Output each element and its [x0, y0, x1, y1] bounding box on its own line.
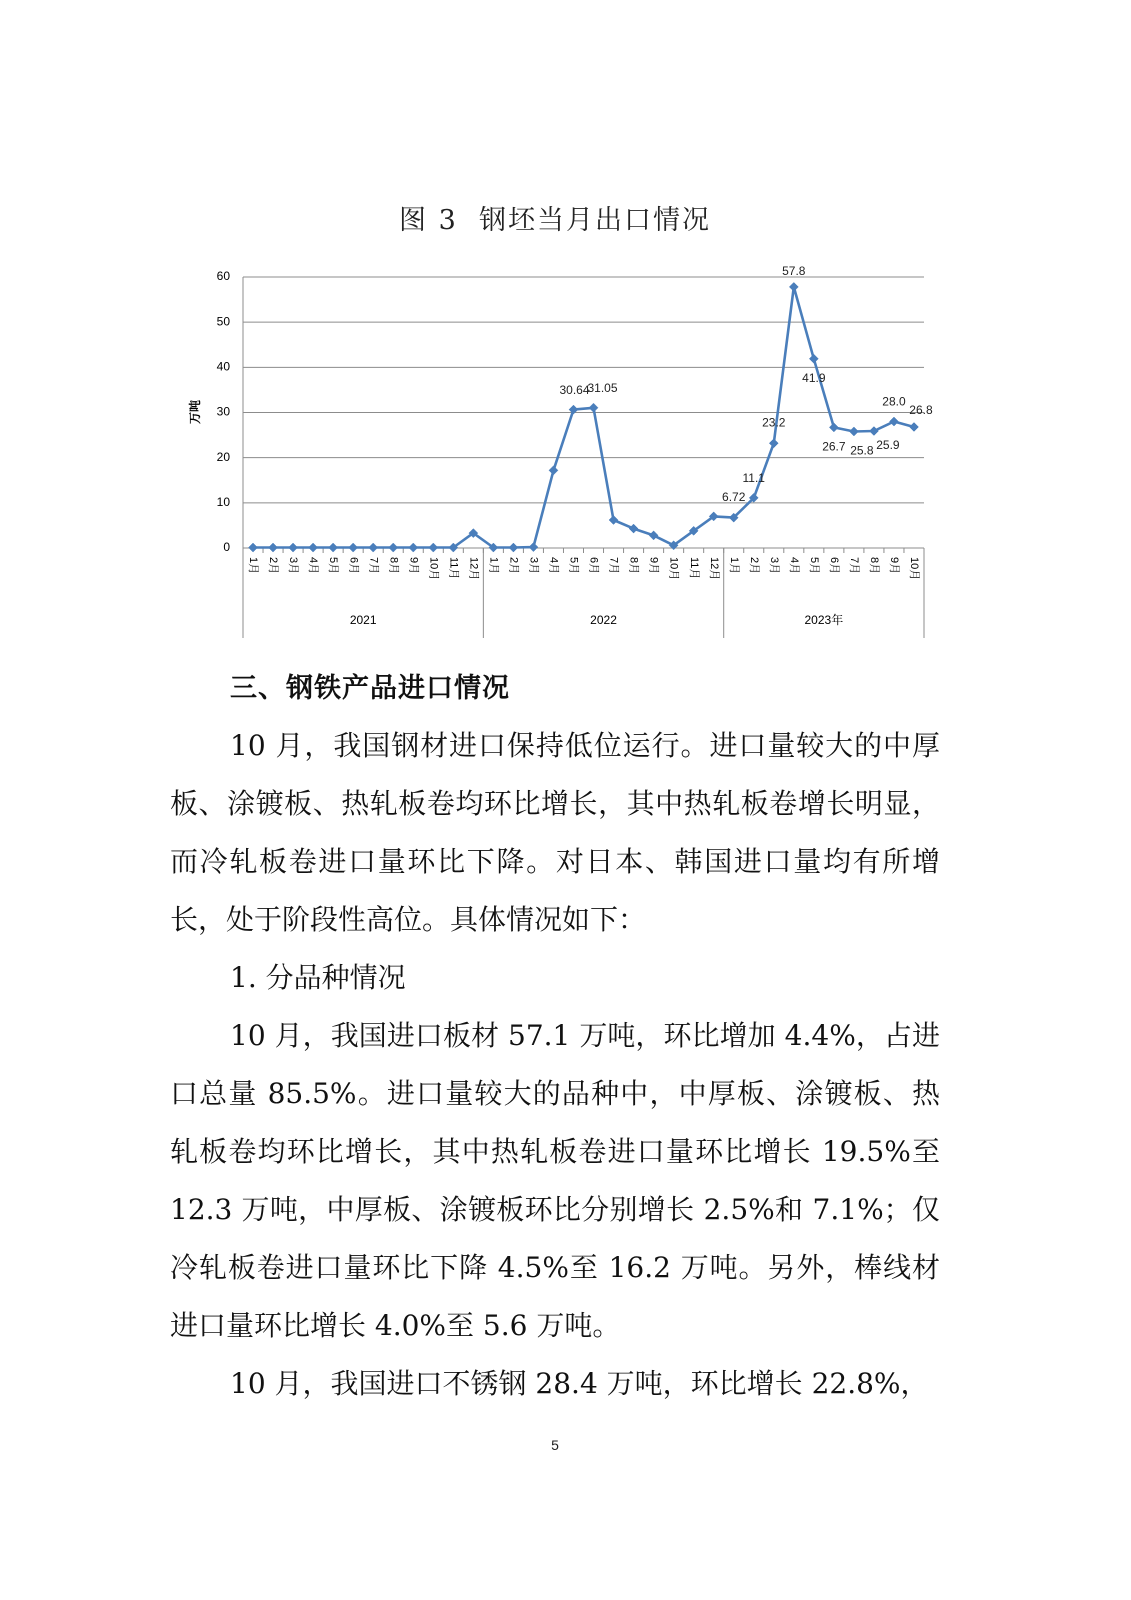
data-point	[269, 543, 278, 552]
x-tick-label: 4月	[787, 557, 800, 575]
data-point	[809, 354, 818, 363]
y-axis-label: 万吨	[188, 399, 203, 425]
data-point	[289, 543, 298, 552]
data-point	[409, 543, 418, 552]
data-label: 41.9	[802, 370, 826, 385]
y-tick-label: 40	[216, 359, 230, 374]
x-tick-label: 12月	[707, 557, 720, 581]
x-tick-label: 3月	[767, 557, 780, 575]
x-tick-label: 8月	[868, 557, 881, 575]
x-tick-label: 4月	[307, 557, 320, 575]
x-tick-label: 8月	[387, 557, 400, 575]
x-tick-label: 1月	[247, 557, 260, 575]
x-tick-label: 7月	[607, 557, 620, 575]
data-point	[589, 403, 598, 412]
data-point	[849, 427, 858, 436]
data-label: 26.7	[822, 439, 846, 454]
y-tick-label: 60	[216, 269, 230, 284]
x-tick-label: 5月	[807, 557, 820, 575]
figure-caption: 图 3 钢坯当月出口情况	[399, 205, 711, 236]
subsection-heading: 1. 分品种情况	[230, 961, 406, 994]
x-tick-label: 1月	[727, 557, 740, 575]
data-point	[629, 524, 638, 533]
data-point	[389, 543, 398, 552]
y-tick-label: 30	[216, 404, 230, 419]
paragraph-line: 冷轧板卷进口量环比下降 4.5%至 16.2 万吨。另外，棒线材	[170, 1251, 940, 1284]
data-label: 11.1	[742, 471, 765, 486]
data-point	[249, 543, 258, 552]
data-label: 30.64	[559, 382, 590, 397]
data-point	[609, 515, 618, 524]
x-group-label: 2021	[349, 613, 377, 628]
x-tick-label: 10月	[667, 557, 680, 581]
y-tick-label: 20	[216, 449, 230, 464]
paragraph-line: 进口量环比增长 4.0%至 5.6 万吨。	[170, 1309, 621, 1342]
x-tick-label: 7月	[367, 557, 380, 575]
data-point	[649, 531, 658, 540]
x-group-label: 2023年	[804, 613, 844, 628]
data-point	[769, 439, 778, 448]
paragraph-line: 10 月，我国钢材进口保持低位运行。进口量较大的中厚	[230, 729, 940, 762]
data-label: 25.8	[850, 443, 874, 458]
data-point	[829, 423, 838, 432]
x-tick-label: 10月	[908, 557, 921, 581]
steel-billet-export-chart	[0, 250, 1131, 650]
data-point	[529, 543, 538, 552]
data-label: 57.8	[782, 264, 806, 279]
x-tick-label: 2月	[747, 557, 760, 575]
page-number: 5	[551, 1437, 559, 1453]
data-label: 6.72	[722, 489, 746, 504]
paragraph-line: 10 月，我国进口板材 57.1 万吨，环比增加 4.4%，占进	[230, 1019, 940, 1052]
section-heading: 三、钢铁产品进口情况	[230, 673, 510, 703]
data-point	[369, 543, 378, 552]
x-tick-label: 9月	[647, 557, 660, 575]
data-label: 23.2	[762, 415, 786, 430]
paragraph-line: 板、涂镀板、热轧板卷均环比增长，其中热轧板卷增长明显，	[170, 787, 940, 820]
x-tick-label: 11月	[687, 557, 700, 580]
x-tick-label: 2月	[267, 557, 280, 575]
x-tick-label: 5月	[567, 557, 580, 575]
x-tick-label: 10月	[427, 557, 440, 581]
document-body	[170, 659, 940, 1413]
paragraph-line: 12.3 万吨，中厚板、涂镀板环比分别增长 2.5%和 7.1%；仅	[170, 1193, 940, 1226]
data-point	[509, 543, 518, 552]
x-group-label: 2022	[590, 613, 617, 628]
x-tick-label: 2月	[507, 557, 520, 575]
x-tick-label: 3月	[527, 557, 540, 575]
data-point	[329, 543, 338, 552]
x-tick-label: 6月	[587, 557, 600, 575]
data-point	[909, 422, 918, 431]
data-label: 26.8	[909, 403, 933, 418]
data-label: 28.0	[882, 394, 906, 409]
data-point	[869, 427, 878, 436]
x-tick-label: 7月	[847, 557, 860, 575]
x-tick-label: 4月	[547, 557, 560, 575]
x-tick-label: 6月	[347, 557, 360, 575]
paragraph-line: 10 月，我国进口不锈钢 28.4 万吨，环比增长 22.8%，	[230, 1367, 929, 1400]
y-tick-label: 0	[223, 540, 230, 555]
x-tick-label: 11月	[447, 557, 460, 580]
series-line	[253, 287, 914, 548]
data-label: 25.9	[876, 438, 900, 453]
paragraph-line: 轧板卷均环比增长，其中热轧板卷进口量环比增长 19.5%至	[170, 1135, 940, 1168]
x-tick-label: 5月	[327, 557, 340, 575]
data-point	[309, 543, 318, 552]
data-point	[789, 282, 798, 291]
x-tick-label: 8月	[627, 557, 640, 575]
data-point	[349, 543, 358, 552]
data-label: 31.05	[587, 380, 618, 395]
y-tick-label: 50	[216, 314, 230, 329]
paragraph-line: 长，处于阶段性高位。具体情况如下：	[170, 903, 647, 936]
data-point	[429, 543, 438, 552]
x-tick-label: 12月	[467, 557, 480, 581]
x-tick-label: 9月	[888, 557, 901, 575]
x-tick-label: 9月	[407, 557, 420, 575]
x-tick-label: 3月	[287, 557, 300, 575]
paragraph-line: 口总量 85.5%。进口量较大的品种中，中厚板、涂镀板、热	[170, 1077, 940, 1110]
x-tick-label: 6月	[827, 557, 840, 575]
data-point	[889, 417, 898, 426]
paragraph-line: 而冷轧板卷进口量环比下降。对日本、韩国进口量均有所增	[170, 845, 940, 878]
y-tick-label: 10	[216, 495, 230, 510]
data-point	[549, 466, 558, 475]
x-tick-label: 1月	[487, 557, 500, 575]
